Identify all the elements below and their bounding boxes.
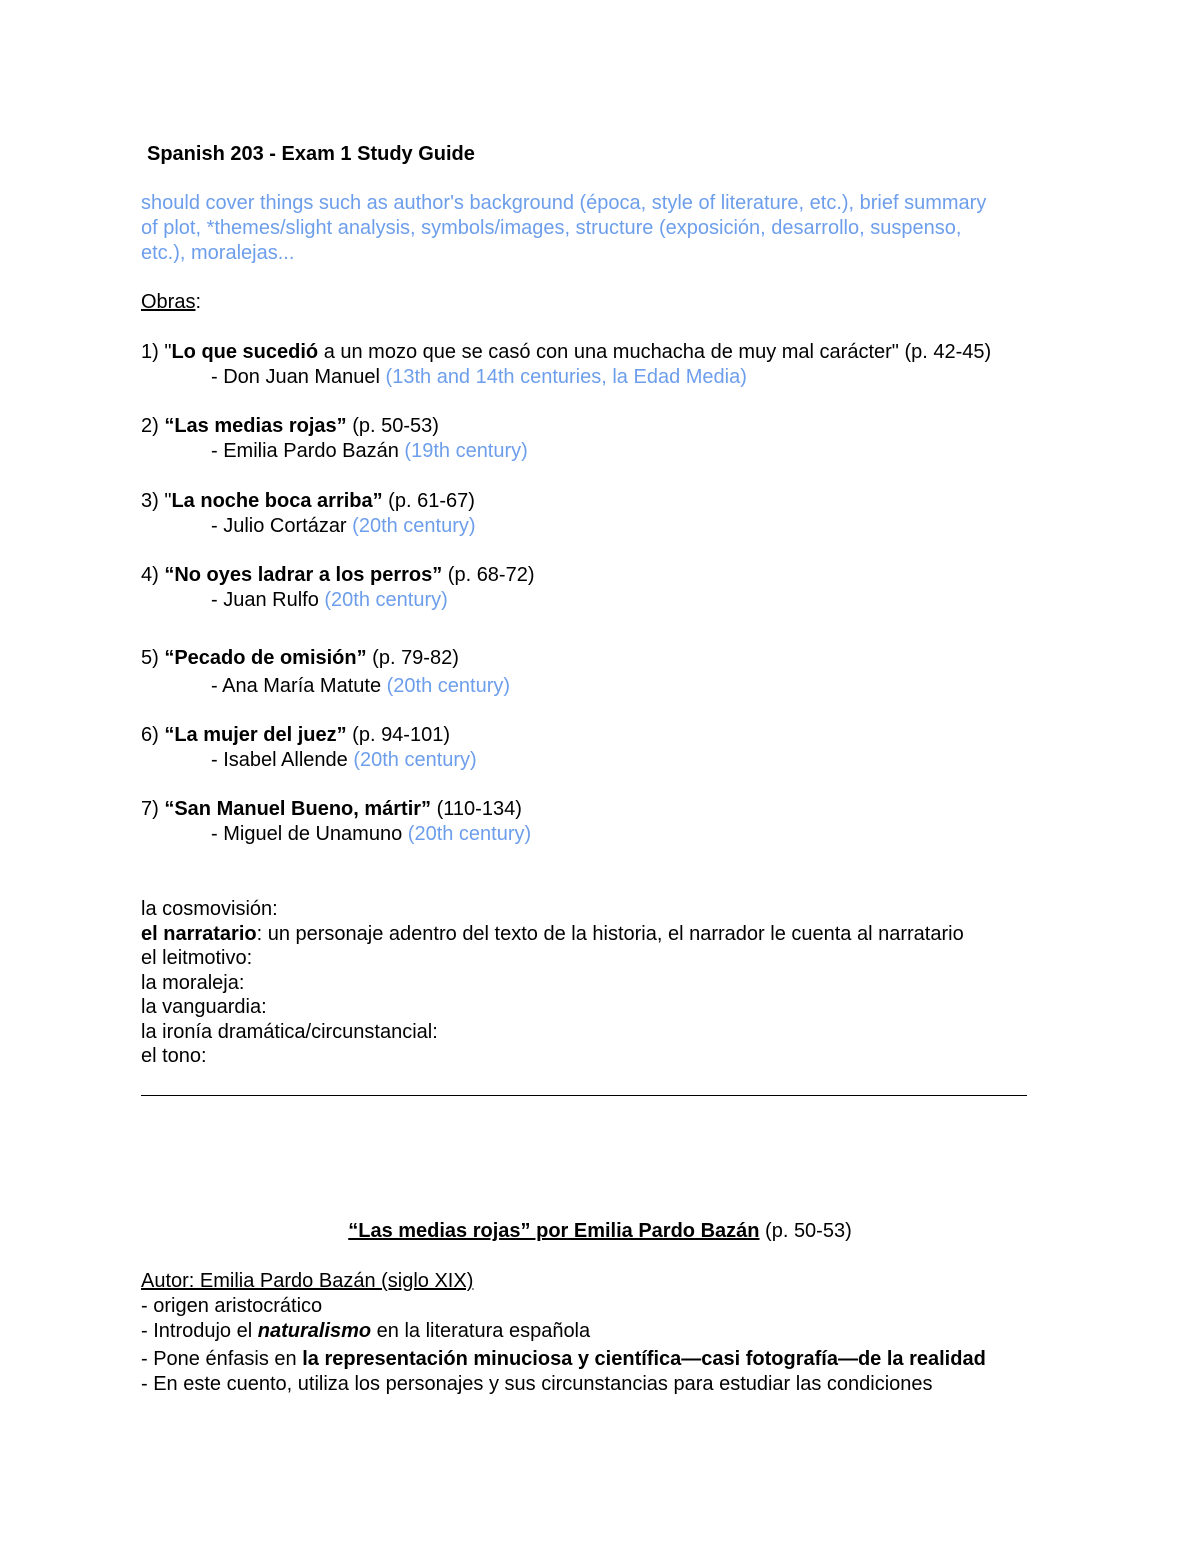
work-3-pages: (p. 61-67) — [382, 490, 475, 512]
term-vanguardia: la vanguardia: — [141, 996, 267, 1018]
work-6-author-line — [211, 748, 477, 773]
work-4-title-line — [141, 563, 535, 588]
section-heading-title: “Las medias rojas” por Emilia Pardo Bazán — [348, 1220, 760, 1242]
work-3-number: 3) " — [141, 490, 172, 512]
author-subheading: Autor: Emilia Pardo Bazán (siglo XIX) — [141, 1270, 474, 1292]
work-1-title: Lo que sucedió — [171, 341, 319, 363]
work-5-author-line — [211, 674, 510, 699]
work-4-pages: (p. 68-72) — [442, 564, 535, 586]
work-5-number: 5) — [141, 647, 165, 669]
bullet-enfasis-bold: la representación minuciosa y científica—casi fotografía—de la realidad — [302, 1348, 986, 1370]
work-1-author: - Don Juan Manuel — [211, 366, 386, 388]
work-1-pages: a un mozo que se casó con una muchacha de muy mal carácter" (p. 42-45) — [318, 341, 992, 363]
bullet-origen: - origen aristocrático — [141, 1295, 323, 1317]
work-3-author-line — [211, 514, 476, 539]
term-ironia: la ironía dramática/circunstancial: — [141, 1021, 438, 1043]
work-7-pages: (110-134) — [431, 798, 522, 820]
term-cosmovision: la cosmovisión: — [141, 898, 278, 920]
intro-line-3: etc.), moralejas... — [141, 242, 295, 264]
work-3-period: (20th century) — [352, 515, 476, 537]
intro-line-2: of plot, *themes/slight analysis, symbols/images, structure (exposición, desarrollo, suspenso, — [141, 217, 962, 239]
work-1-author-line — [211, 365, 747, 390]
work-1-title-line — [141, 340, 991, 365]
work-7-author-line — [211, 822, 531, 847]
work-2-pages: (p. 50-53) — [346, 415, 439, 437]
work-7-author: - Miguel de Unamuno — [211, 823, 408, 845]
term-narratario: el narratario — [141, 923, 257, 945]
work-2-period: (19th century) — [404, 440, 528, 462]
intro-line-1: should cover things such as author's background (época, style of literature, etc.), brief summary — [141, 192, 987, 214]
work-2-number: 2) — [141, 415, 165, 437]
obras-heading-line — [141, 290, 201, 315]
bullet-naturalismo-suffix: en la literatura española — [371, 1320, 591, 1342]
work-4-number: 4) — [141, 564, 165, 586]
work-7-period: (20th century) — [407, 823, 532, 845]
work-4-title: “No oyes ladrar a los perros” — [164, 564, 443, 586]
section-divider — [141, 1095, 1027, 1096]
term-narratario-line — [141, 922, 964, 947]
work-6-pages: (p. 94-101) — [346, 724, 450, 746]
section-heading — [0, 1219, 1200, 1244]
term-tono: el tono: — [141, 1045, 207, 1067]
work-3-author: - Julio Cortázar — [211, 515, 353, 537]
term-narratario-definition: : un personaje adentro del texto de la historia, el narrador le cuenta al narratario — [256, 923, 964, 945]
bullet-naturalismo — [141, 1319, 590, 1344]
term-moraleja: la moraleja: — [141, 972, 245, 994]
work-6-number: 6) — [141, 724, 165, 746]
bullet-enfasis — [141, 1347, 986, 1372]
bullet-cuento: - En este cuento, utiliza los personajes y sus circunstancias para estudiar las condiciones — [141, 1373, 933, 1395]
work-5-title: “Pecado de omisión” — [164, 647, 367, 669]
work-7-title-line — [141, 797, 522, 822]
work-3-title: La noche boca arriba” — [171, 490, 383, 512]
work-2-author: - Emilia Pardo Bazán — [211, 440, 405, 462]
work-1-number: 1) " — [141, 341, 172, 363]
naturalismo-term: naturalismo — [257, 1320, 372, 1342]
work-5-title-line — [141, 646, 459, 671]
work-1-period: (13th and 14th centuries, la Edad Media) — [385, 366, 747, 388]
work-6-period: (20th century) — [353, 749, 477, 771]
work-4-period: (20th century) — [324, 589, 448, 611]
work-5-author: - Ana María Matute — [211, 675, 387, 697]
work-5-period: (20th century) — [386, 675, 511, 697]
section-heading-pages: (p. 50-53) — [759, 1220, 852, 1242]
document-title: Spanish 203 - Exam 1 Study Guide — [147, 143, 475, 165]
work-3-title-line — [141, 489, 475, 514]
work-2-author-line — [211, 439, 528, 464]
bullet-naturalismo-prefix: - Introdujo el — [141, 1320, 258, 1342]
work-6-author: - Isabel Allende — [211, 749, 354, 771]
work-2-title: “Las medias rojas” — [164, 415, 347, 437]
obras-colon: : — [195, 291, 202, 313]
work-4-author: - Juan Rulfo — [211, 589, 325, 611]
work-7-title: “San Manuel Bueno, mártir” — [164, 798, 432, 820]
work-2-title-line — [141, 414, 439, 439]
bullet-enfasis-prefix: - Pone énfasis en — [141, 1348, 303, 1370]
work-6-title-line — [141, 723, 450, 748]
term-leitmotivo: el leitmotivo: — [141, 947, 253, 969]
obras-heading: Obras — [141, 291, 196, 313]
work-4-author-line — [211, 588, 448, 613]
work-5-pages: (p. 79-82) — [366, 647, 459, 669]
work-7-number: 7) — [141, 798, 165, 820]
work-6-title: “La mujer del juez” — [164, 724, 347, 746]
